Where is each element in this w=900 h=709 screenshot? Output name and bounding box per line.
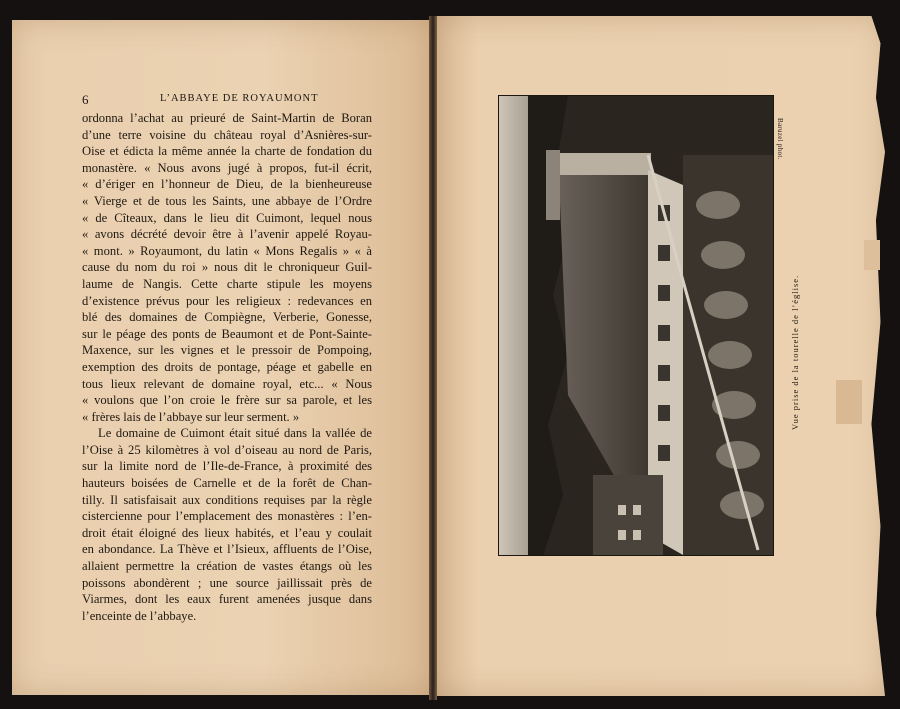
- paper-tear: [864, 240, 880, 270]
- text-line: « frères lais de l’abbaye sur leur serment. »: [82, 409, 300, 424]
- text-line: cistercienne pour l’emplacement des monastères : l’en-: [82, 509, 372, 524]
- text-line: sur le péage des ponts de Beaumont et de Pont-Sainte-: [82, 326, 372, 341]
- text-line: Oise et édicta la même année la charte de fondation du: [82, 144, 372, 159]
- text-line: sur la limite nord de l’Ile-de-France, à proximité des: [82, 459, 372, 474]
- text-line: allaient permettre la création de vastes étangs où les: [82, 559, 372, 574]
- running-head: [82, 92, 372, 108]
- text-line: blé des domaines de Compiègne, Verberie, Gonesse,: [82, 310, 372, 325]
- abbey-photograph: [498, 95, 774, 556]
- text-line: Le domaine de Cuimont était situé dans la vallée de: [98, 426, 372, 441]
- text-line: tous lieux relevant de domaine royal, etc... « Nous: [82, 376, 372, 391]
- text-line: monastère. « Nous avons jugé à propos, fut-il écrit,: [82, 160, 372, 175]
- book-spine: [429, 16, 437, 700]
- text-line: d’existence prévus pour les religieux : redevances en: [82, 293, 372, 308]
- photo-credit: Baruzel phot.: [776, 118, 784, 160]
- text-line: « d’ériger en l’honneur de Dieu, de la bienheureuse: [82, 177, 372, 192]
- body-text: [82, 110, 372, 624]
- text-line: ordonna l’achat au prieuré de Saint-Martin de Boran: [82, 111, 372, 125]
- text-line: « avons décrété devoir être à l’avenir appelé Royau-: [82, 227, 372, 242]
- text-line: « voulons que l’on croie le frère sur sa parole, et les: [82, 393, 372, 408]
- text-line: l’enceinte de l’abbaye.: [82, 608, 197, 623]
- text-line: exemption des droits de pontage, péage et gabelle en: [82, 359, 372, 374]
- text-line: hauteurs boisées de Carnelle et de la forêt de Chan-: [82, 476, 372, 491]
- abbey-photograph-image: [498, 95, 774, 556]
- text-line: poissons abondèrent ; une source jaillissait près de: [82, 575, 372, 590]
- text-line: tilly. Il satisfaisait aux conditions requises par la règle: [82, 492, 372, 507]
- text-line: cause du nom du roi » nous dit le chroniqueur Guil-: [82, 260, 372, 275]
- text-line: « Vierge et de tous les Saints, une abbaye de l’Ordre: [82, 193, 372, 208]
- header-title: L’ABBAYE DE ROYAUMONT: [160, 93, 319, 104]
- text-line: droit était éloigné des lieux habités, et l’eau y coulait: [82, 525, 372, 540]
- text-line: « mont. » Royaumont, du latin « Mons Regalis » « à: [82, 243, 372, 258]
- text-line: Maxence, sur les vignes et le pressoir de Pompoing,: [82, 343, 372, 358]
- text-line: Viarmes, dont les eaux furent amenées jusque dans: [82, 592, 372, 607]
- text-line: l’Oise à 25 kilomètres à vol d’oiseau au nord de Paris,: [82, 442, 372, 457]
- paper-tear: [836, 380, 862, 424]
- photo-caption: Vue prise de la tourelle de l’église.: [790, 274, 800, 430]
- text-line: d’une terre voisine du château royal d’Asnières-sur-: [82, 127, 372, 142]
- page-number: 6: [82, 92, 89, 107]
- text-line: laume de Nangis. Cette charte stipule les moyens: [82, 276, 372, 291]
- text-line: « de Cîteaux, dans le lieu dit Cuimont, lequel nous: [82, 210, 372, 225]
- text-line: en abondance. La Thève et l’Isieux, affluents de l’Oise,: [82, 542, 372, 557]
